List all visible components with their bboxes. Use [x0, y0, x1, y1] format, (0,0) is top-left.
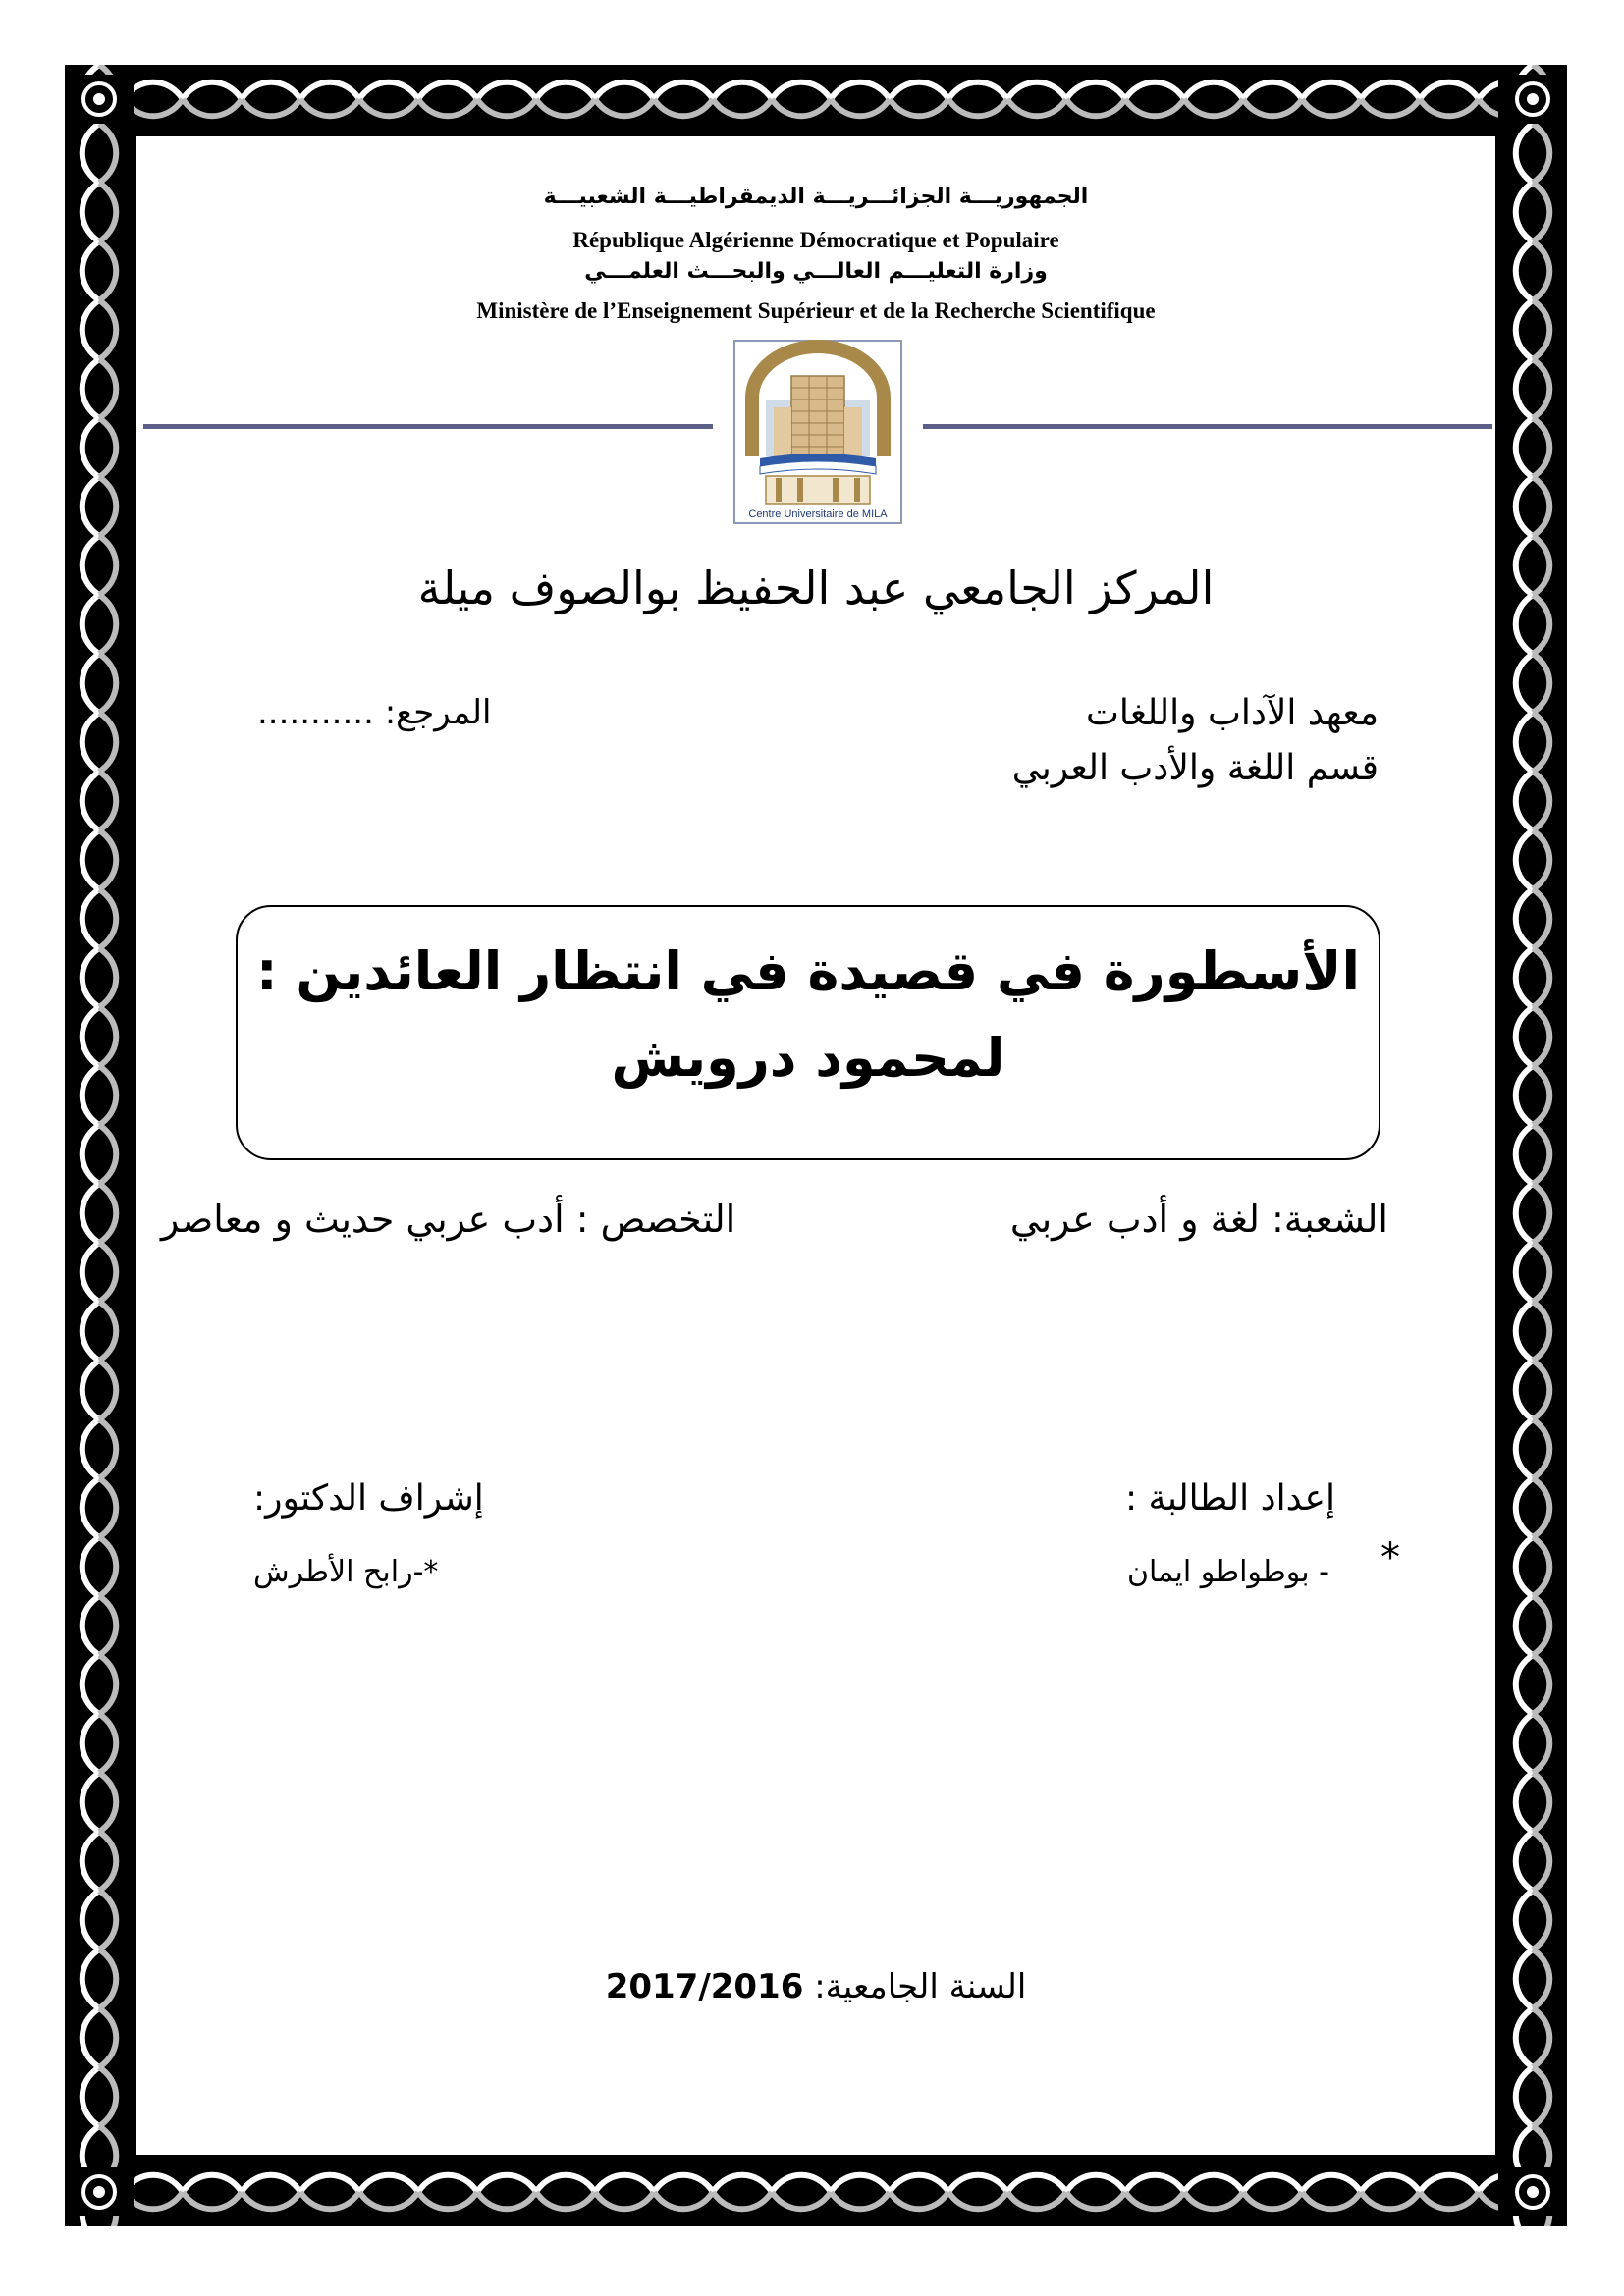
student-bullet: *: [1380, 1535, 1400, 1580]
logo-caption: Centre Universitaire de MILA: [748, 508, 888, 520]
academic-year-label: السنة الجامعية:: [814, 1967, 1027, 2006]
header-divider-left: [143, 424, 713, 429]
student-name: - بوطواطو ايمان: [1126, 1555, 1329, 1589]
border-band-left: [65, 65, 134, 2226]
academic-year-value: 2017/2016: [605, 1967, 804, 2006]
department-name: قسم اللغة والأدب العربي: [1011, 748, 1379, 788]
university-center-name: المركز الجامعي عبد الحفيظ بوالصوف ميلة: [417, 561, 1215, 614]
ministry-french: Ministère de l’Enseignement Supérieur et de la Recherche Scientifique: [476, 298, 1156, 323]
border-band-bottom: [65, 2158, 1567, 2226]
border-band-right: [1498, 65, 1567, 2226]
corner-ornament-icon: [1508, 2167, 1557, 2216]
academic-year: [134, 1967, 1498, 2006]
supervisor-name: *-رابح الأطرش: [253, 1555, 439, 1589]
corner-ornament-icon: [75, 2167, 124, 2216]
student-label: إعداد الطالبة :: [1124, 1478, 1335, 1519]
header-divider-right: [923, 424, 1492, 429]
ministry-arabic: وزارة التعليـــم العالـــي والبحـــث العلمـــي: [584, 259, 1048, 284]
border-band-top: [65, 65, 1567, 133]
thesis-title-line1: الأسطورة في قصيدة في انتظار العائدين :: [256, 940, 1360, 1002]
thesis-title-line2: لمحمود درويش: [611, 1027, 1005, 1089]
supervisor-label: إشراف الدكتور:: [253, 1478, 484, 1519]
corner-ornament-icon: [1508, 75, 1557, 124]
corner-ornament-icon: [75, 75, 124, 124]
specialty-field: التخصص : أدب عربي حديث و معاصر: [161, 1198, 736, 1241]
republic-arabic: الجمهوريـــة الجزائـــريـــة الديمقراطيـــة الشعبيـــة: [543, 185, 1089, 209]
branch-field: الشعبة: لغة و أدب عربي: [1009, 1198, 1388, 1241]
university-logo: [731, 339, 905, 525]
institute-name: معهد الآداب واللغات: [1086, 693, 1379, 733]
reference-field: المرجع: ...........: [257, 693, 492, 732]
republic-french: République Algérienne Démocratique et Populaire: [572, 228, 1059, 252]
